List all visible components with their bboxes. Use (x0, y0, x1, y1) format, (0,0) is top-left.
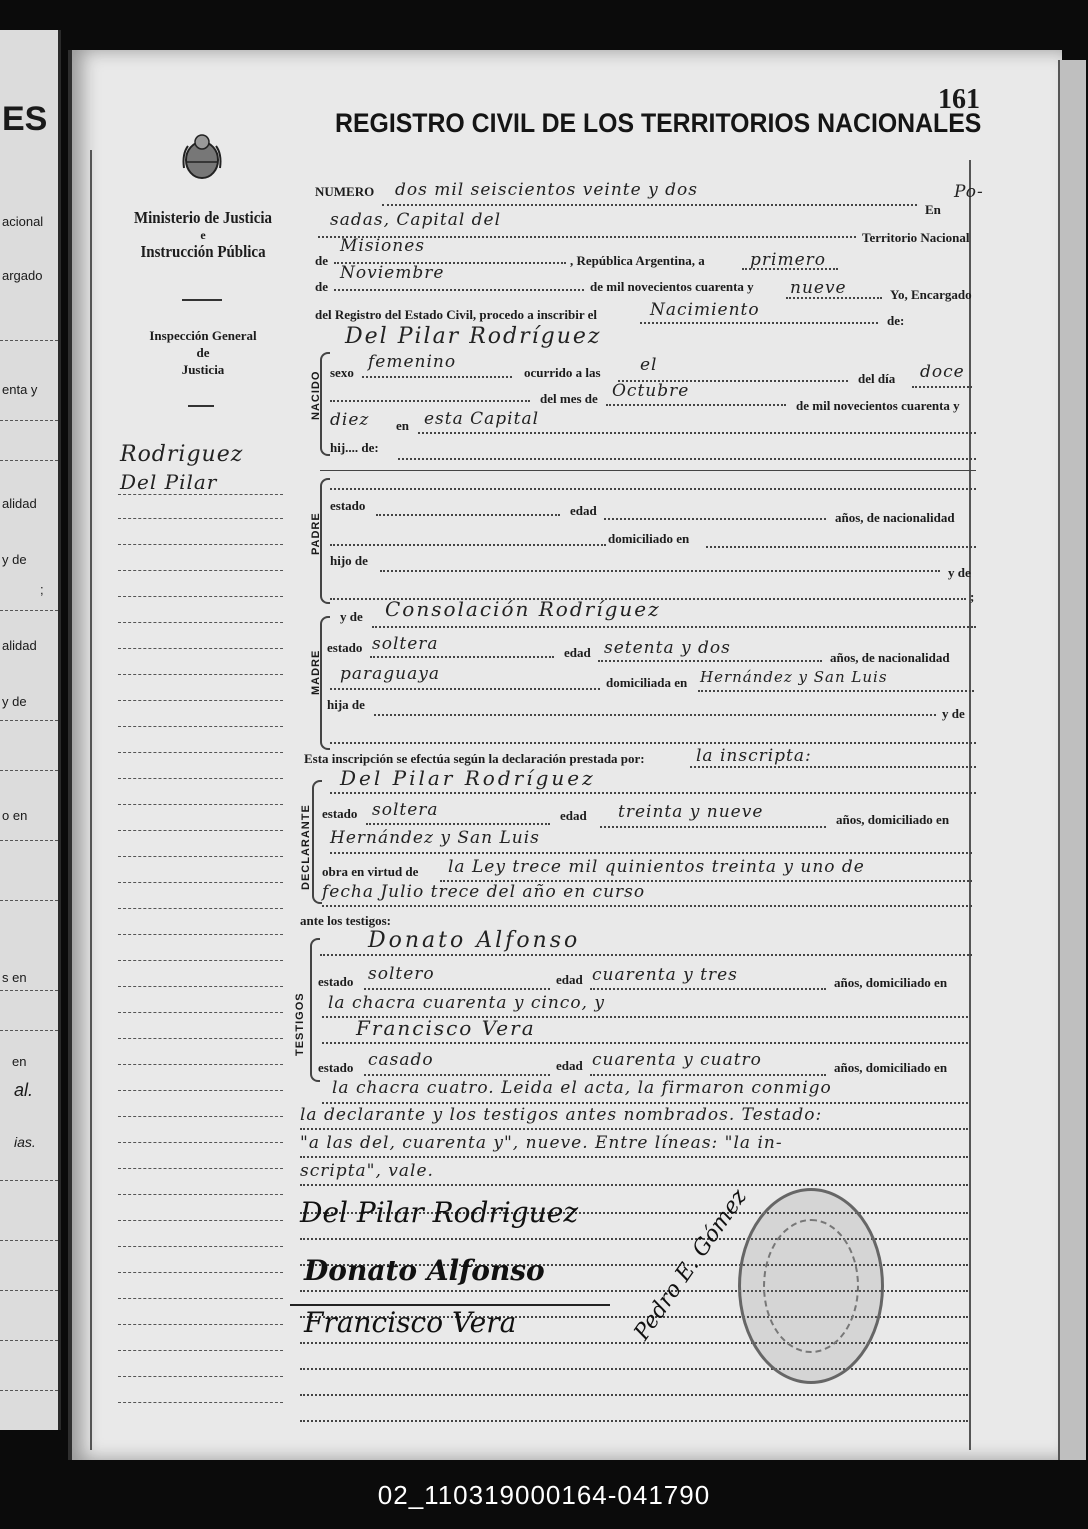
lugar-value: esta Capital (424, 409, 540, 429)
madre-label: MADRE (310, 649, 322, 695)
testigo1-edad-label: edad (556, 972, 583, 987)
padre-hijo-label: hijo de (330, 553, 368, 568)
de-colon: de: (887, 313, 905, 328)
declarante-estado-value: soltera (372, 800, 439, 820)
left-fragment-5: y de (2, 552, 27, 567)
signature-testigo2: Francisco Vera (304, 1306, 517, 1339)
declarante-domicilio-value: Hernández y San Luis (330, 828, 540, 848)
ministry-line1: Ministerio de Justicia (134, 208, 272, 227)
month-value: Noviembre (340, 263, 445, 283)
en-label: En (925, 202, 941, 217)
encargado-label: Yo, Encargado (890, 287, 972, 302)
testigo2-edad-label: edad (556, 1058, 583, 1073)
madre-name-value: Consolación Rodríguez (385, 597, 661, 621)
left-fragment-1: acional (2, 214, 44, 229)
registro-label: del Registro del Estado Civil, procedo a inscribir el (315, 307, 598, 322)
inspection-line2: de (196, 345, 210, 360)
territory-value: Misiones (340, 236, 425, 256)
subject-name-value: Del Pilar Rodríguez (345, 324, 602, 349)
left-fragment-3: enta y (2, 382, 38, 397)
del-dia-label: del día (858, 371, 896, 386)
testigo1-name-value: Donato Alfonso (368, 928, 581, 953)
ministry-line3: Instrucción Pública (140, 242, 266, 261)
madre-domiciliada-label: domiciliada en (606, 675, 688, 690)
madre-yde2-label: y de (942, 706, 965, 721)
signature-testigo1: Donato Alfonso (304, 1254, 545, 1287)
testigo2-name-value: Francisco Vera (356, 1016, 536, 1040)
left-fragment-7: alidad (2, 638, 37, 653)
ministry-heading (118, 208, 288, 262)
padre-anios-label: años, de nacionalidad (835, 510, 955, 525)
right-rule (969, 160, 971, 1450)
republica-label: , República Argentina, a (570, 253, 705, 268)
official-seal (738, 1188, 884, 1384)
testigo2-domicilio-value: la chacra cuatro. Leida el acta, la firmaron conmigo (332, 1078, 832, 1098)
declarante-estado-label: estado (322, 806, 358, 821)
left-fragment-9: o en (2, 808, 28, 823)
anio-value: diez (330, 410, 370, 430)
dia-value: doce (920, 362, 965, 382)
declarante-name-value: Del Pilar Rodríguez (340, 766, 596, 790)
inspection-line3: Justicia (181, 362, 225, 377)
testigo2-anios-label: años, domiciliado en (834, 1060, 948, 1075)
padre-edad-label: edad (570, 503, 597, 518)
declarante-obra-value2: fecha Julio trece del año en curso (322, 882, 646, 902)
left-page-fragment (0, 30, 61, 1430)
left-fragment-8: y de (2, 694, 27, 709)
hij-label: hij.... de: (330, 440, 379, 455)
padre-yde-label: y de (948, 565, 971, 580)
madre-estado-label: estado (327, 640, 363, 655)
closing-line3: scripta", vale. (300, 1161, 434, 1181)
testigo1-domicilio-value: la chacra cuarenta y cinco, y (328, 993, 605, 1013)
testigo1-estado-label: estado (318, 974, 354, 989)
margin-note-line2: Del Pilar (120, 470, 218, 494)
padre-label: PADRE (310, 512, 322, 555)
divider (182, 299, 222, 301)
left-fragment-12: al. (14, 1080, 34, 1100)
left-fragment-6: ; (40, 582, 44, 597)
declarante-obra-label: obra en virtud de (322, 864, 419, 879)
madre-edad-label: edad (564, 645, 591, 660)
inspection-heading (118, 327, 288, 378)
testigo2-edad-value: cuarenta y cuatro (592, 1050, 762, 1070)
page-number: 161 (938, 84, 980, 115)
mes-label: del mes de (540, 391, 598, 406)
padre-domiciliado-label: domiciliado en (608, 531, 690, 546)
declarante-anios-label: años, domiciliado en (836, 812, 950, 827)
margin-note-line1: Rodriguez (120, 442, 244, 467)
madre-domicilio-value: Hernández y San Luis (700, 668, 888, 686)
closing-line1: la declarante y los testigos antes nombrados. Testado: (300, 1105, 823, 1125)
testigo1-anios-label: años, domiciliado en (834, 975, 948, 990)
document-id: 02_110319000164-041790 (377, 1480, 711, 1510)
ministry-line2: e (200, 228, 206, 242)
numero-value: dos mil seiscientos veinte y dos (395, 180, 698, 200)
madre-estado-value: soltera (372, 634, 439, 654)
testigos-label: TESTIGOS (294, 992, 306, 1056)
ocurrido-label: ocurrido a las (524, 365, 601, 380)
de-label: de (315, 253, 328, 268)
declarante-intro-value: la inscripta: (696, 746, 812, 766)
madre-nacionalidad-value: paraguaya (340, 664, 440, 684)
left-fragment-2: argado (2, 268, 43, 283)
declarante-edad-label: edad (560, 808, 587, 823)
place-part2: sadas, Capital del (330, 210, 502, 230)
madre-edad-value: setenta y dos (604, 638, 731, 658)
year-value: nueve (790, 278, 847, 298)
anio-label: de mil novecientos cuarenta y (796, 398, 960, 413)
act-value: Nacimiento (650, 300, 760, 320)
madre-hija-label: hija de (327, 697, 365, 712)
day-value: primero (750, 250, 826, 270)
de-label-2: de (315, 279, 328, 294)
left-fragment-10: s en (2, 970, 27, 985)
declarante-intro-label: Esta inscripción se efectúa según la declaración prestada por: (304, 751, 645, 766)
mes-value: Octubre (612, 381, 690, 401)
page-edge (1058, 60, 1086, 1460)
page-title: REGISTRO CIVIL DE LOS TERRITORIOS NACIONALES (335, 108, 982, 138)
madre-yde-label: y de (340, 609, 363, 624)
margin-rule (90, 150, 92, 1450)
declarante-label: DECLARANTE (300, 804, 312, 890)
coat-of-arms-icon (180, 132, 224, 182)
left-fragment-4: alidad (2, 496, 37, 511)
testigo1-edad-value: cuarenta y tres (592, 965, 738, 985)
padre-semicolon: ; (970, 589, 975, 604)
nacido-label: NACIDO (310, 370, 322, 420)
numero-label: NUMERO (315, 184, 375, 199)
signature-officer: Pedro E. Gómez (629, 1184, 753, 1345)
madre-anios-label: años, de nacionalidad (830, 650, 950, 665)
padre-estado-label: estado (330, 498, 366, 513)
testigo2-estado-label: estado (318, 1060, 354, 1075)
territorio-label: Territorio Nacional (862, 230, 970, 245)
sexo-label: sexo (330, 365, 354, 380)
left-fragment-11: en (12, 1054, 27, 1069)
sexo-value: femenino (368, 352, 457, 372)
divider (188, 405, 214, 407)
en-nacido-label: en (396, 418, 409, 433)
testigo1-estado-value: soltero (368, 964, 435, 984)
testigos-ante-label: ante los testigos: (300, 913, 391, 928)
left-fragment-0: ES (2, 100, 48, 138)
inspection-line1: Inspección General (149, 328, 257, 343)
place-part1: Po- (954, 182, 984, 202)
declarante-obra-value: la Ley trece mil quinientos treinta y uno de (448, 857, 865, 877)
testigo2-estado-value: casado (368, 1050, 434, 1070)
declarante-edad-value: treinta y nueve (618, 802, 764, 822)
closing-line2: "a las del, cuarenta y", nueve. Entre líneas: "la in- (300, 1133, 783, 1153)
left-fragment-13: ias. (14, 1134, 36, 1150)
ocurrido-value: el (640, 355, 658, 375)
signature-declarante: Del Pilar Rodriguez (300, 1196, 579, 1229)
year-label: de mil novecientos cuarenta y (590, 279, 754, 294)
